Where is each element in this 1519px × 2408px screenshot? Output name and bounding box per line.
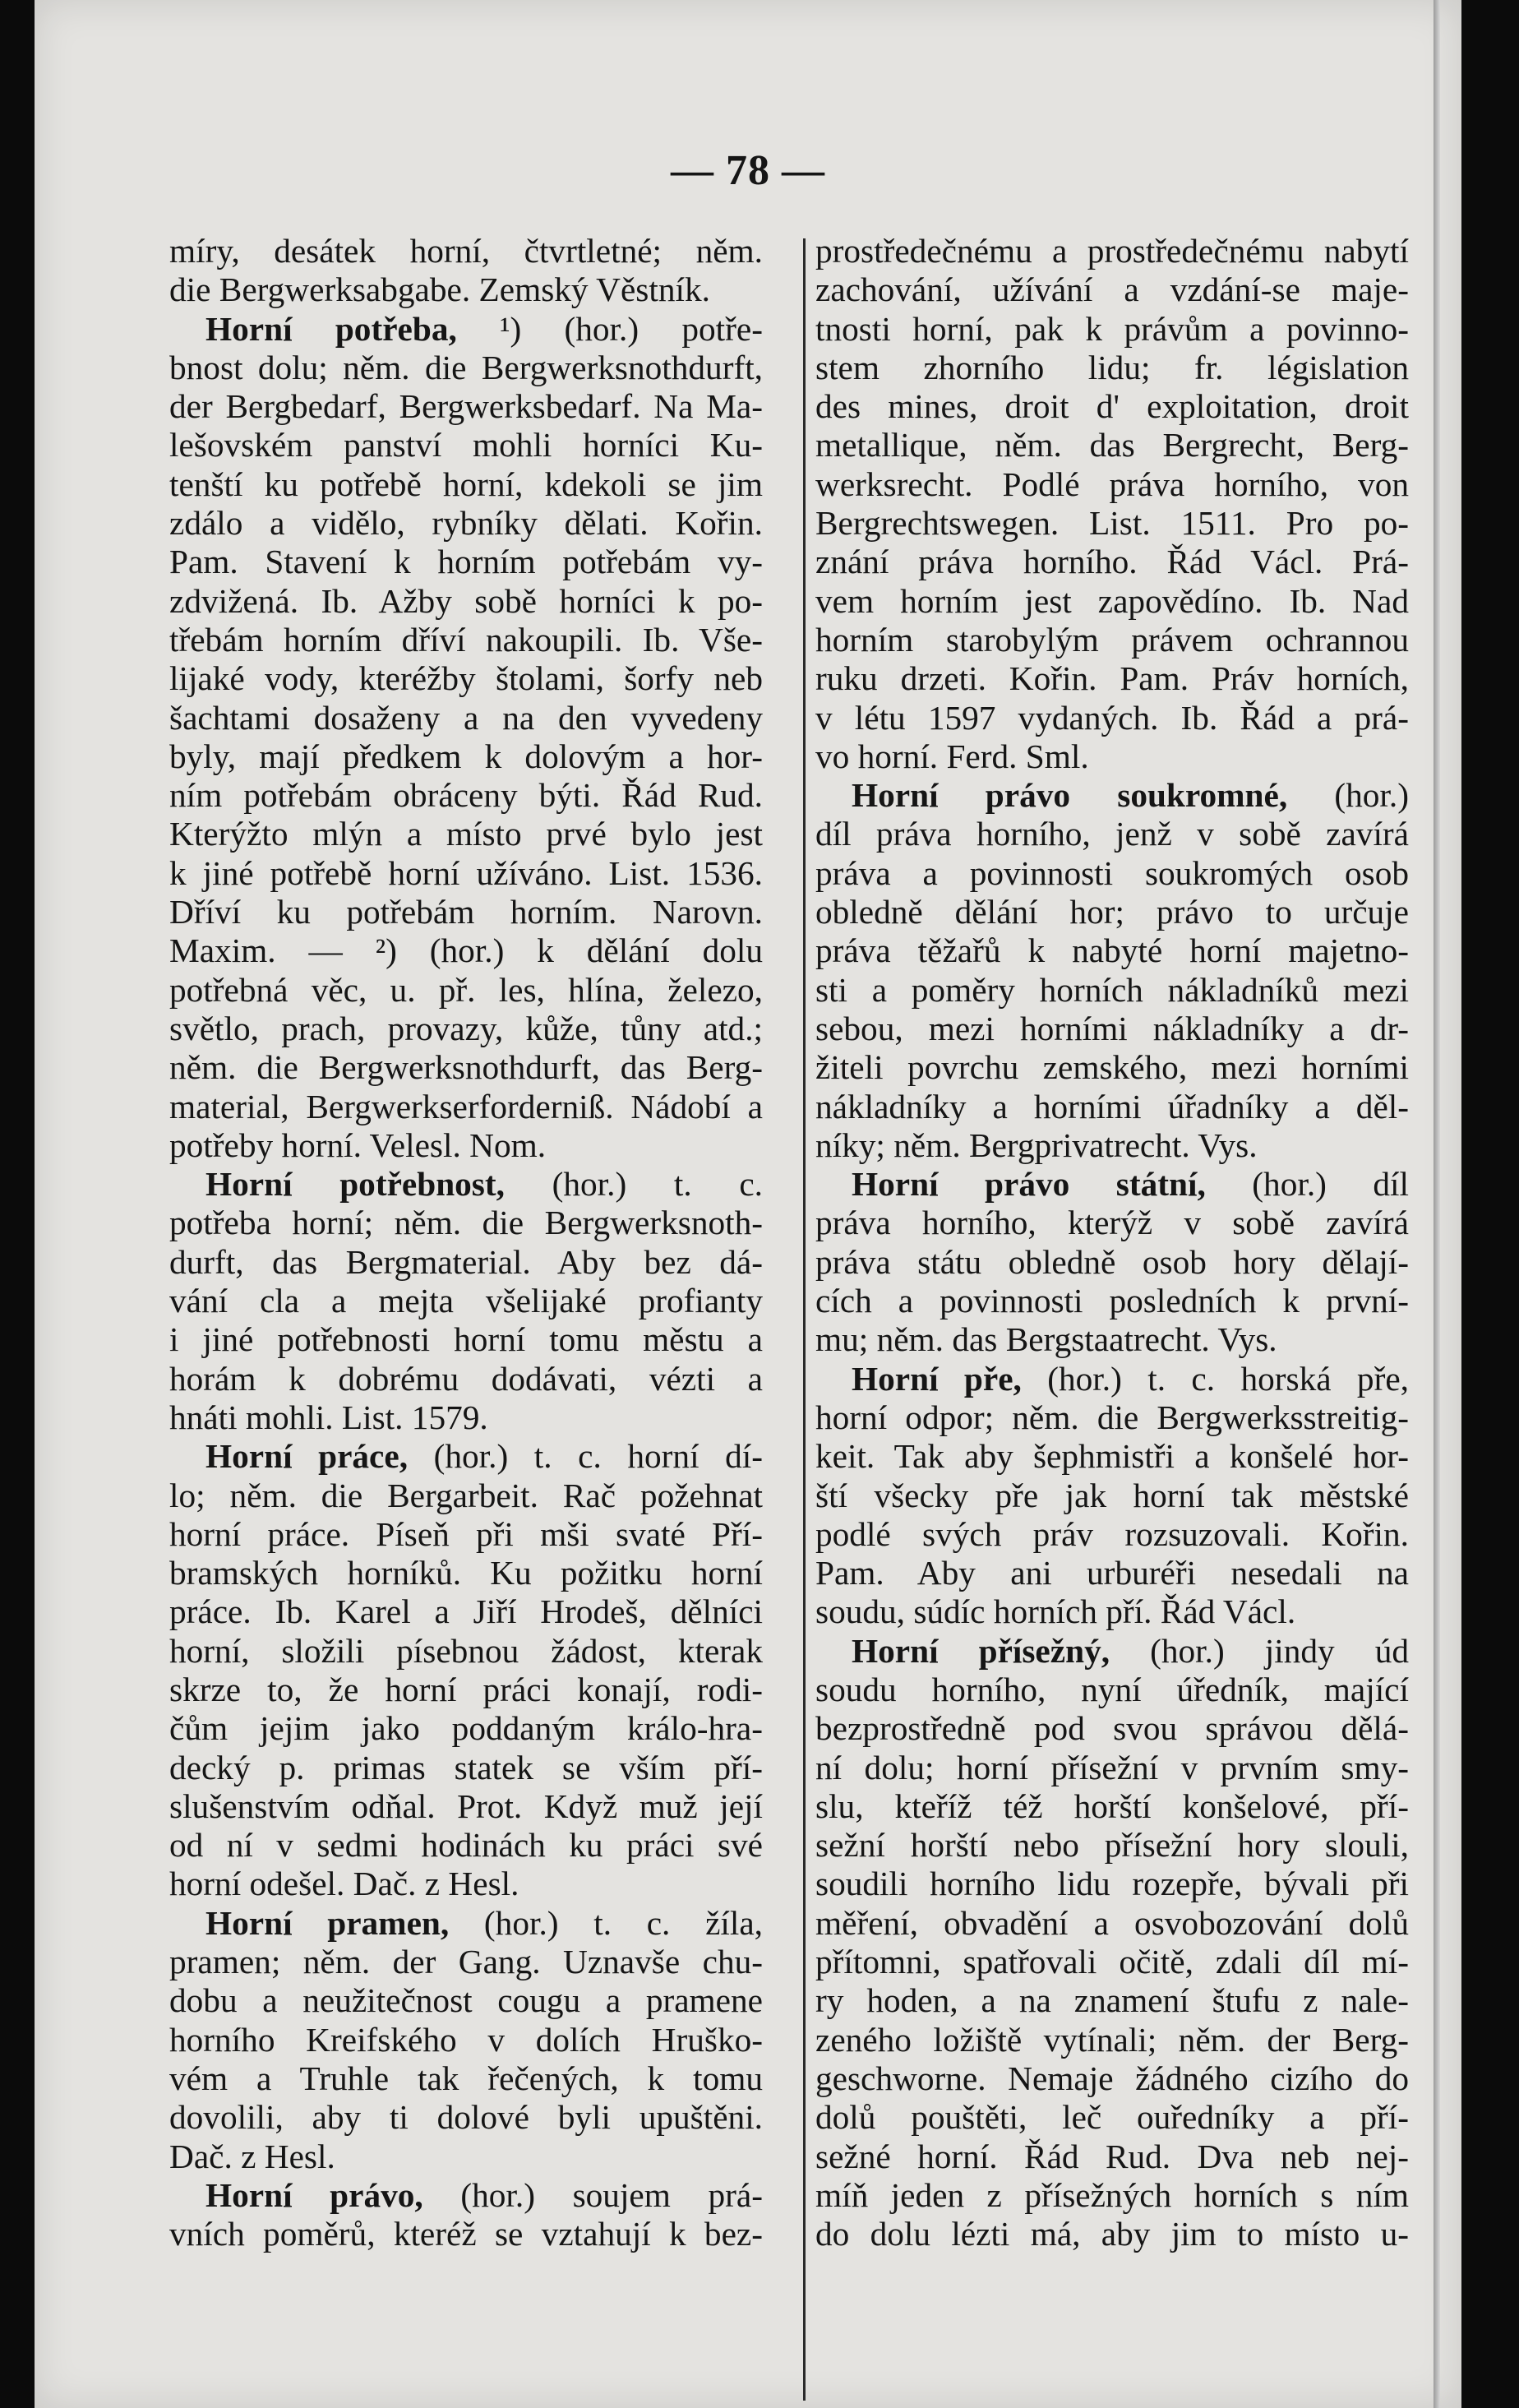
- text-line: soudu, súdíc horních pří. Řád Václ.: [815, 1592, 1296, 1631]
- entry-headword-line: Horní potřeba, ¹) (hor.) potře-: [205, 309, 763, 348]
- headword: Horní potřeba,: [205, 309, 457, 348]
- text-line: tnosti horní, pak k právům a povinno-: [815, 309, 1409, 348]
- text-line: podlé svých práv rozsuzovali. Kořin.: [815, 1514, 1409, 1553]
- text-line: měření, obvadění a osvobozování dolů: [815, 1903, 1409, 1942]
- text-line: práva státu obledně osob hory dělají-: [815, 1242, 1409, 1281]
- headword: Horní práce,: [205, 1437, 409, 1476]
- text-line: přítomni, spatřovali očitě, zdali díl mí-: [815, 1943, 1409, 1981]
- entry-headword-line: Horní pramen, (hor.) t. c. žíla,: [205, 1903, 763, 1942]
- text-line: metallique, něm. das Bergrecht, Berg-: [815, 426, 1409, 464]
- right-column: [815, 232, 1409, 2253]
- text-line: obledně dělání hor; právo to určuje: [815, 893, 1409, 931]
- text-line: ruku drzeti. Kořin. Pam. Práv horních,: [815, 659, 1409, 698]
- text-line: zdálo a vidělo, rybníky dělati. Kořin.: [169, 504, 763, 543]
- text-line: prostředečnému a prostředečnému nabytí: [815, 232, 1409, 270]
- text-line: ní dolu; horní přísežní v prvním smy-: [815, 1748, 1409, 1786]
- headword: Horní přísežný,: [852, 1631, 1110, 1670]
- text-line: ští všecky pře jak horní tak městské: [815, 1476, 1409, 1514]
- text-line: lešovském panství mohli horníci Ku-: [169, 426, 763, 464]
- entry-headword-line: Horní právo soukromné, (hor.): [852, 776, 1409, 815]
- text-line: Dříví ku potřebám horním. Narovn.: [169, 893, 763, 931]
- text-line: vo horní. Ferd. Sml.: [815, 737, 1089, 775]
- text-line: potřeba horní; něm. die Bergwerksnoth-: [169, 1204, 763, 1242]
- text-line: k jiné potřebě horní užíváno. List. 1536.: [169, 853, 763, 892]
- text-line: keit. Tak aby šephmistři a konšelé hor-: [815, 1437, 1409, 1476]
- text-line: něm. die Bergwerksnothdurft, das Berg-: [169, 1048, 763, 1087]
- text-line: práce. Ib. Karel a Jiří Hrodeš, dělníci: [169, 1592, 763, 1631]
- text-line: sežné horní. Řád Rud. Dva neb nej-: [815, 2137, 1409, 2175]
- text-line: práva horního, kterýž v sobě zavírá: [815, 1204, 1409, 1242]
- text-line: sežní horští nebo přísežní hory slouli,: [815, 1826, 1409, 1865]
- page-number: — 78 —: [671, 147, 825, 194]
- text-line: werksrecht. Podlé práva horního, von: [815, 464, 1409, 503]
- text-line: potřebná věc, u. př. les, hlína, železo,: [169, 970, 763, 1009]
- text-line: od ní v sedmi hodinách ku práci své: [169, 1826, 763, 1865]
- text-line: horní, složili písebnou žádost, kterak: [169, 1631, 763, 1670]
- text-line: durft, das Bergmaterial. Aby bez dá-: [169, 1242, 763, 1281]
- text-line: der Bergbedarf, Bergwerksbedarf. Na Ma-: [169, 387, 763, 426]
- text-line: zeného ložiště vytínali; něm. der Berg-: [815, 2020, 1409, 2059]
- page-edge: [1434, 0, 1440, 2408]
- headword: Horní potřebnost,: [205, 1165, 505, 1204]
- text-line: vem horním jest zapovědíno. Ib. Nad: [815, 581, 1409, 620]
- headword: Horní pře,: [852, 1359, 1022, 1398]
- text-line: sti a poměry horních nákladníků mezi: [815, 970, 1409, 1009]
- text-line: pramen; něm. der Gang. Uznavše chu-: [169, 1943, 763, 1981]
- text-line: mu; něm. das Bergstaatrecht. Vys.: [815, 1320, 1277, 1359]
- entry-headword-line: Horní přísežný, (hor.) jindy úd: [852, 1631, 1409, 1670]
- text-line: nákladníky a horními úřadníky a děl-: [815, 1087, 1409, 1125]
- text-line: práva a povinnosti soukromých osob: [815, 853, 1409, 892]
- text-line: decký p. primas statek se vším pří-: [169, 1748, 763, 1786]
- entry-headword-line: Horní potřebnost, (hor.) t. c.: [205, 1165, 763, 1204]
- text-line: žiteli povrchu zemského, mezi horními: [815, 1048, 1409, 1087]
- text-line: lijaké vody, kteréžby štolami, šorfy neb: [169, 659, 763, 698]
- text-line: des mines, droit d' exploitation, droit: [815, 387, 1409, 426]
- column-divider: [803, 238, 806, 2401]
- entry-headword-line: Horní pře, (hor.) t. c. horská pře,: [852, 1359, 1409, 1398]
- text-line: ry hoden, a na znamení štufu z nale-: [815, 1981, 1409, 2020]
- text-line: geschworne. Nemaje žádného cizího do: [815, 2059, 1409, 2097]
- text-line: horní práce. Píseň při mši svaté Pří-: [169, 1514, 763, 1553]
- text-line: die Bergwerksabgabe. Zemský Věstník.: [169, 270, 710, 309]
- text-line: zdvižená. Ib. Ažby sobě horníci k po-: [169, 581, 763, 620]
- text-line: Kterýžto mlýn a místo prvé bylo jest: [169, 815, 763, 853]
- entry-headword-line: Horní právo, (hor.) soujem prá-: [205, 2175, 763, 2214]
- text-line: horám k dobrému dodávati, vézti a: [169, 1359, 763, 1398]
- text-line: dobu a neužitečnost cougu a pramene: [169, 1981, 763, 2020]
- text-line: skrze to, že horní práci konají, rodi-: [169, 1670, 763, 1708]
- headword: Horní právo soukromné,: [852, 776, 1288, 815]
- entry-headword-line: Horní práce, (hor.) t. c. horní dí-: [205, 1437, 764, 1476]
- text-line: vních poměrů, kteréž se vztahují k bez-: [169, 2215, 763, 2253]
- text-line: zachování, užívání a vzdání-se maje-: [815, 270, 1409, 309]
- left-column: [169, 232, 763, 2253]
- text-line: díl práva horního, jenž v sobě zavírá: [815, 815, 1409, 853]
- text-line: Pam. Aby ani urburéři nesedali na: [815, 1554, 1409, 1592]
- text-line: soudili horního lidu rozepře, bývali při: [815, 1865, 1409, 1903]
- headword: Horní právo,: [205, 2175, 423, 2214]
- text-line: tenští ku potřebě horní, kdekoli se jim: [169, 464, 763, 503]
- text-line: slušenstvím odňal. Prot. Když muž její: [169, 1786, 763, 1825]
- text-line: lo; něm. die Bergarbeit. Rač požehnat: [169, 1476, 763, 1514]
- text-line: bramských horníků. Ku požitku horní: [169, 1554, 763, 1592]
- text-line: soudu horního, nyní úředník, mající: [815, 1670, 1409, 1708]
- text-line: i jiné potřebnosti horní tomu městu a: [169, 1320, 763, 1359]
- text-line: Pam. Stavení k horním potřebám vy-: [169, 543, 763, 581]
- text-line: Maxim. — ²) (hor.) k dělání dolu: [169, 931, 763, 970]
- entry-headword-line: Horní právo státní, (hor.) díl: [852, 1165, 1410, 1204]
- text-line: dovolili, aby ti dolové byli upuštěni.: [169, 2098, 763, 2137]
- text-line: třebám horním dříví nakoupili. Ib. Vše-: [169, 620, 763, 659]
- text-line: světlo, prach, provazy, kůže, tůny atd.;: [169, 1009, 763, 1047]
- text-line: míry, desátek horní, čtvrtletné; něm.: [169, 232, 763, 270]
- text-line: níky; něm. Bergprivatrecht. Vys.: [815, 1125, 1258, 1164]
- text-line: horní odpor; něm. die Bergwerksstreitig-: [815, 1398, 1409, 1436]
- text-line: sebou, mezi horními nákladníky a dr-: [815, 1009, 1409, 1047]
- text-line: potřeby horní. Velesl. Nom.: [169, 1125, 547, 1164]
- text-line: Bergrechtswegen. List. 1511. Pro po-: [815, 504, 1409, 543]
- text-line: míň jeden z přísežných horních s ním: [815, 2175, 1409, 2214]
- text-line: vání cla a mejta všelijaké profianty: [169, 1282, 763, 1320]
- text-line: šachtami dosaženy a na den vyvedeny: [169, 698, 763, 737]
- text-line: práva těžařů k nabyté horní majetno-: [815, 931, 1409, 970]
- text-line: bnost dolu; něm. die Bergwerksnothdurft,: [169, 348, 763, 386]
- text-line: vém a Truhle tak řečených, k tomu: [169, 2059, 763, 2097]
- text-line: slu, kteříž též horští konšelové, pří-: [815, 1786, 1409, 1825]
- text-line: material, Bergwerkserforderniß. Nádobí a: [169, 1087, 763, 1125]
- text-line: stem zhorního lidu; fr. législation: [815, 348, 1409, 386]
- text-line: dolů pouštěti, leč ouředníky a pří-: [815, 2098, 1409, 2137]
- text-line: bezprostředně pod svou správou dělá-: [815, 1709, 1409, 1748]
- headword: Horní pramen,: [205, 1903, 450, 1942]
- text-line: znání práva horního. Řád Václ. Prá-: [815, 543, 1409, 581]
- book-page: [35, 0, 1461, 2408]
- text-line: ním potřebám obráceny býti. Řád Rud.: [169, 776, 763, 815]
- text-line: do dolu lézti má, aby jim to místo u-: [815, 2215, 1409, 2253]
- text-line: horní odešel. Dač. z Hesl.: [169, 1865, 519, 1903]
- text-line: cích a povinnosti posledních k první-: [815, 1282, 1409, 1320]
- text-line: horním starobylým právem ochrannou: [815, 620, 1409, 659]
- text-line: hnáti mohli. List. 1579.: [169, 1398, 488, 1436]
- text-line: v létu 1597 vydaných. Ib. Řád a prá-: [815, 698, 1409, 737]
- headword: Horní právo státní,: [852, 1165, 1206, 1204]
- text-line: čům jejim jako poddaným králo-hra-: [169, 1709, 763, 1748]
- text-line: byly, mají předkem k dolovým a hor-: [169, 737, 763, 775]
- text-line: horního Kreifského v dolích Hruško-: [169, 2020, 763, 2059]
- text-line: Dač. z Hesl.: [169, 2137, 335, 2175]
